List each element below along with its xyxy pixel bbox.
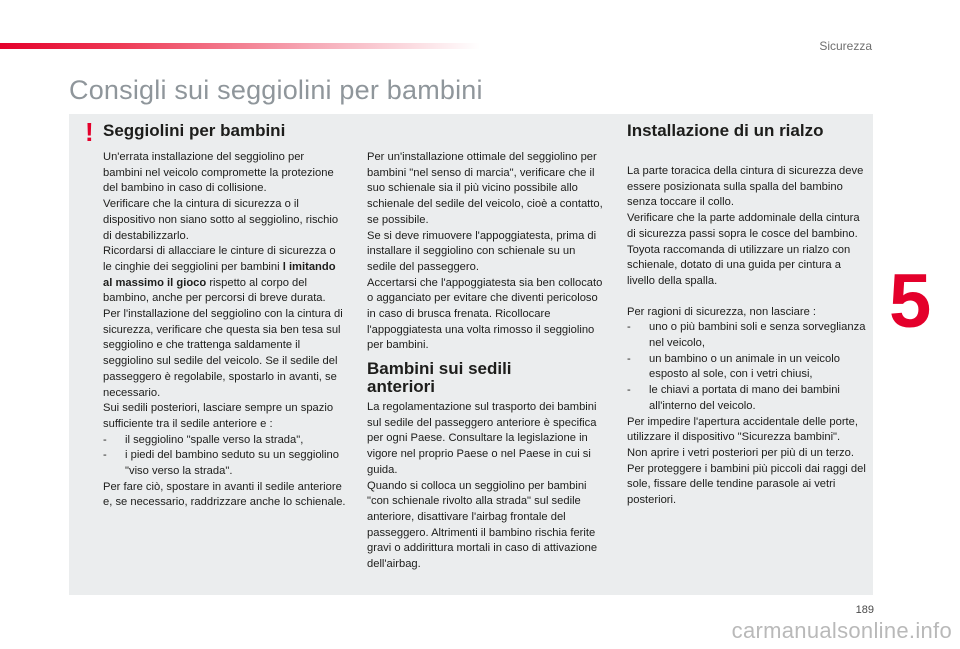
- column-installazione: [367, 150, 607, 354]
- list-item: [103, 433, 346, 449]
- heading-line: Bambini sui sedili: [367, 359, 512, 378]
- paragraph: Se si deve rimuovere l'appoggiatesta, prima di installare il seggiolino con schienale su un sedile del passeggero.: [367, 229, 597, 273]
- bullet-dash: -: [103, 433, 107, 446]
- paragraph: Non aprire i vetri posteriori per più di un terzo.: [627, 446, 854, 459]
- column-seggiolini: [103, 150, 346, 511]
- header-accent-bar: [0, 43, 480, 49]
- heading-line: anteriori: [367, 377, 436, 396]
- section-name: Sicurezza: [819, 39, 872, 53]
- paragraph: Verificare che la parte addominale della cintura di sicurezza passi sopra le cosce del bambino.: [627, 212, 860, 240]
- paragraph: La regolamentazione sul trasporto dei bambini sul sedile del passeggero anteriore è specifica per ogni Paese. Consultare la legislazione in vigore nel proprio Paese o nel Paese in cui si guida.: [367, 401, 597, 476]
- list-item-text: il seggiolino "spalle verso la strada",: [125, 433, 304, 446]
- paragraph: Accertarsi che l'appoggiatesta sia ben collocato o agganciato per evitare che diventi pericoloso in caso di brusca frenata. Ricollocare l'appoggiatesta una volta rimosso il seggiolino per bambini.: [367, 276, 603, 352]
- paragraph: Per proteggere i bambini più piccoli dai raggi del sole, fissare delle tendine parasole ai vetri posteriori.: [627, 462, 866, 507]
- bullet-dash: -: [627, 384, 631, 397]
- heading-rialzo: Installazione di un rialzo: [627, 121, 824, 140]
- text: Ricordarsi di allacciare le cinture di sicurezza o le cinghie dei seggiolini per bambini: [103, 245, 336, 273]
- list-item-text: i piedi del bambino seduto su un seggiolino "viso verso la strada".: [125, 449, 339, 478]
- chapter-number: 5: [889, 259, 932, 344]
- paragraph: Verificare che la cintura di sicurezza o il dispositivo non siano sotto al seggiolino, rischio di destabilizzarlo.: [103, 198, 339, 242]
- column-bambini-anteriori: [367, 400, 607, 573]
- bullet-dash: -: [103, 449, 107, 462]
- paragraph: Per un'installazione ottimale del seggiolino per bambini "nel senso di marcia", verificare che il suo schienale sia il più vicino possibile allo schienale del sedile del veicolo, cioè a contatto, se possibile.: [367, 151, 603, 226]
- watermark: carmanualsonline.info: [731, 618, 952, 643]
- paragraph: Sui sedili posteriori, lasciare sempre un spazio sufficiente tra il sedile anteriore e :: [103, 402, 334, 430]
- list-item: [627, 320, 869, 351]
- paragraph: Un'errata installazione del seggiolino per bambini nel veicolo compromette la protezione del bambino in caso di collisione.: [103, 151, 334, 195]
- page-title: Consigli sui seggiolini per bambini: [69, 75, 483, 105]
- list-item-text: le chiavi a portata di mano dei bambini all'interno del veicolo.: [649, 384, 840, 412]
- paragraph: Per fare ciò, spostare in avanti il sedile anteriore e, se necessario, raddrizzare anche lo schienale.: [103, 480, 346, 509]
- bold-text: l imitando al massimo il gioco: [103, 260, 336, 289]
- page-number: 189: [855, 604, 874, 616]
- list-item-text: un bambino o un animale in un veicolo esposto al sole, con i vetri chiusi,: [649, 352, 840, 381]
- spacer: [627, 290, 869, 305]
- bullet-dash: -: [627, 352, 631, 365]
- paragraph: La parte toracica della cintura di sicurezza deve essere posizionata sulla spalla del bambino senza toccare il collo.: [627, 165, 864, 209]
- text: rispetto al corpo del bambino, anche per percorsi di breve durata.: [103, 276, 326, 305]
- paragraph: Quando si colloca un seggiolino per bambini "con schienale rivolto alla strada" sul sedile anteriore, disattivare l'airbag frontale del passeggero. Altrimenti il bambino rischia ferite gravi o addirittura mortali in caso di attivazione dell'airbag.: [367, 479, 598, 571]
- paragraph: Per l'installazione del seggiolino con la cintura di sicurezza, verificare che questa sia ben tesa sul seggiolino e che trattenga saldamente il seggiolino sul sedile del veicolo. Se il sedile del passeggero è regolabile, spostarlo in avanti, se necessario.: [103, 308, 343, 399]
- paragraph: Per ragioni di sicurezza, non lasciare :: [627, 305, 817, 318]
- bullet-dash: -: [627, 321, 631, 334]
- heading-seggiolini: Seggiolini per bambini: [103, 121, 286, 140]
- column-rialzo: [627, 164, 869, 509]
- paragraph: Toyota raccomanda di utilizzare un rialzo con schienale, dotato di una guida per cintura a livello della spalla.: [627, 243, 851, 287]
- warning-icon: !: [85, 117, 94, 147]
- list-item-text: uno o più bambini soli e senza sorveglianza nel veicolo,: [649, 321, 866, 350]
- list-item: [627, 352, 869, 383]
- list-item: [103, 448, 346, 479]
- list-item: [627, 383, 869, 414]
- paragraph: Per impedire l'apertura accidentale delle porte, utilizzare il dispositivo "Sicurezza bambini".: [627, 415, 858, 444]
- heading-bambini-sedili-anteriori: [367, 360, 567, 396]
- paragraph: [103, 244, 346, 307]
